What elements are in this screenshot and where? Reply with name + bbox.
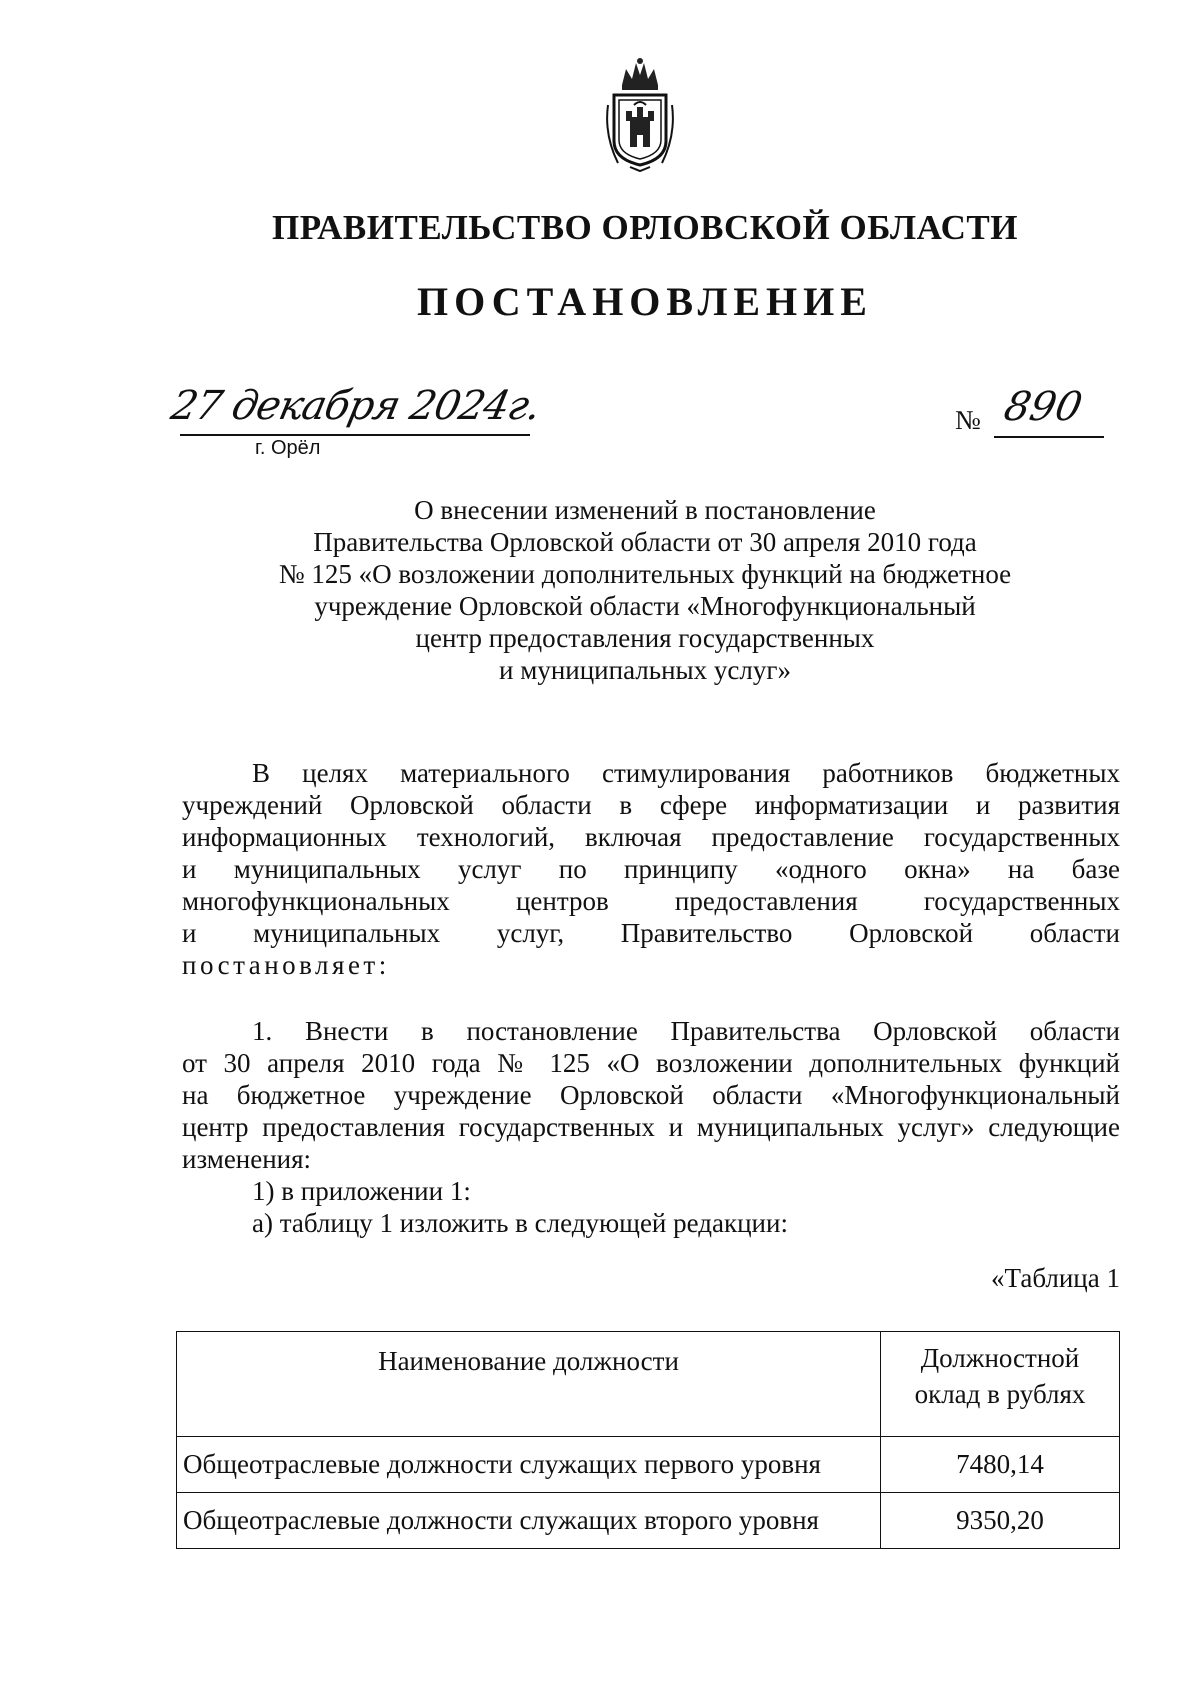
subject-line: № 125 «О возложении дополнительных функций на бюджетное — [278, 559, 1012, 589]
paragraph-line: учреждений Орловской области в сфере информатизации и развития — [182, 790, 1120, 820]
paragraph-line: информационных технологий, включая предоставление государственных — [182, 822, 1120, 852]
handwritten-date: 27 декабря 2024г. — [167, 383, 545, 429]
subitems-list — [252, 1175, 788, 1239]
subject-line: и муниципальных услуг» — [499, 655, 791, 685]
paragraph-line: и муниципальных услуг по принципу «одного окна» на базе — [182, 854, 1120, 884]
item-1-paragraph — [182, 1015, 1120, 1175]
document-subject — [180, 494, 1110, 686]
table-row — [177, 1437, 1120, 1493]
table-row — [177, 1493, 1120, 1549]
number-sign: № — [955, 405, 981, 435]
paragraph-line: многофункциональных центров предоставления государственных — [182, 886, 1120, 916]
paragraph-line: от 30 апреля 2010 года № 125 «О возложении дополнительных функций — [182, 1048, 1120, 1078]
date-underline — [180, 434, 530, 436]
paragraph-line: и муниципальных услуг, Правительство Орловской области — [182, 918, 1120, 948]
paragraph-line: 1. Внести в постановление Правительства Орловской области — [252, 1016, 1120, 1046]
paragraph-line: центр предоставления государственных и муниципальных услуг» следующие — [182, 1112, 1120, 1142]
header-line: оклад в рублях — [914, 1379, 1086, 1409]
paragraph-line: на бюджетное учреждение Орловской области «Многофункциональный — [182, 1080, 1120, 1110]
city-label: г. Орёл — [255, 437, 321, 459]
salary-table — [176, 1331, 1120, 1549]
paragraph-line: постановляет: — [182, 950, 390, 980]
table-header-row — [177, 1332, 1120, 1437]
coat-of-arms-emblem — [600, 55, 680, 173]
subject-line: О внесении изменений в постановление — [414, 495, 876, 525]
preamble-paragraph — [182, 757, 1120, 981]
handwritten-number: 890 — [1000, 384, 1087, 430]
organization-title: ПРАВИТЕЛЬСТВО ОРЛОВСКОЙ ОБЛАСТИ — [272, 208, 1018, 247]
table-cell: 9350,20 — [881, 1493, 1120, 1549]
paragraph-line: В целях материального стимулирования работников бюджетных — [252, 758, 1120, 788]
table-header-cell — [881, 1332, 1120, 1437]
subitem: а) таблицу 1 изложить в следующей редакции: — [252, 1208, 788, 1238]
subject-line: учреждение Орловской области «Многофункциональный — [314, 591, 976, 621]
document-type-title: ПОСТАНОВЛЕНИЕ — [417, 279, 873, 324]
number-underline — [994, 436, 1104, 438]
table-header-cell: Наименование должности — [177, 1332, 881, 1437]
table-cell: Общеотраслевые должности служащих первого уровня — [177, 1437, 881, 1493]
header-line: Должностной — [920, 1343, 1080, 1373]
subject-line: центр предоставления государственных — [415, 623, 875, 653]
subject-line: Правительства Орловской области от 30 апреля 2010 года — [313, 527, 977, 557]
table-cell: Общеотраслевые должности служащих второго уровня — [177, 1493, 881, 1549]
table-caption: «Таблица 1 — [991, 1263, 1120, 1293]
subitem: 1) в приложении 1: — [252, 1176, 471, 1206]
table-cell: 7480,14 — [881, 1437, 1120, 1493]
paragraph-line: изменения: — [182, 1144, 312, 1174]
